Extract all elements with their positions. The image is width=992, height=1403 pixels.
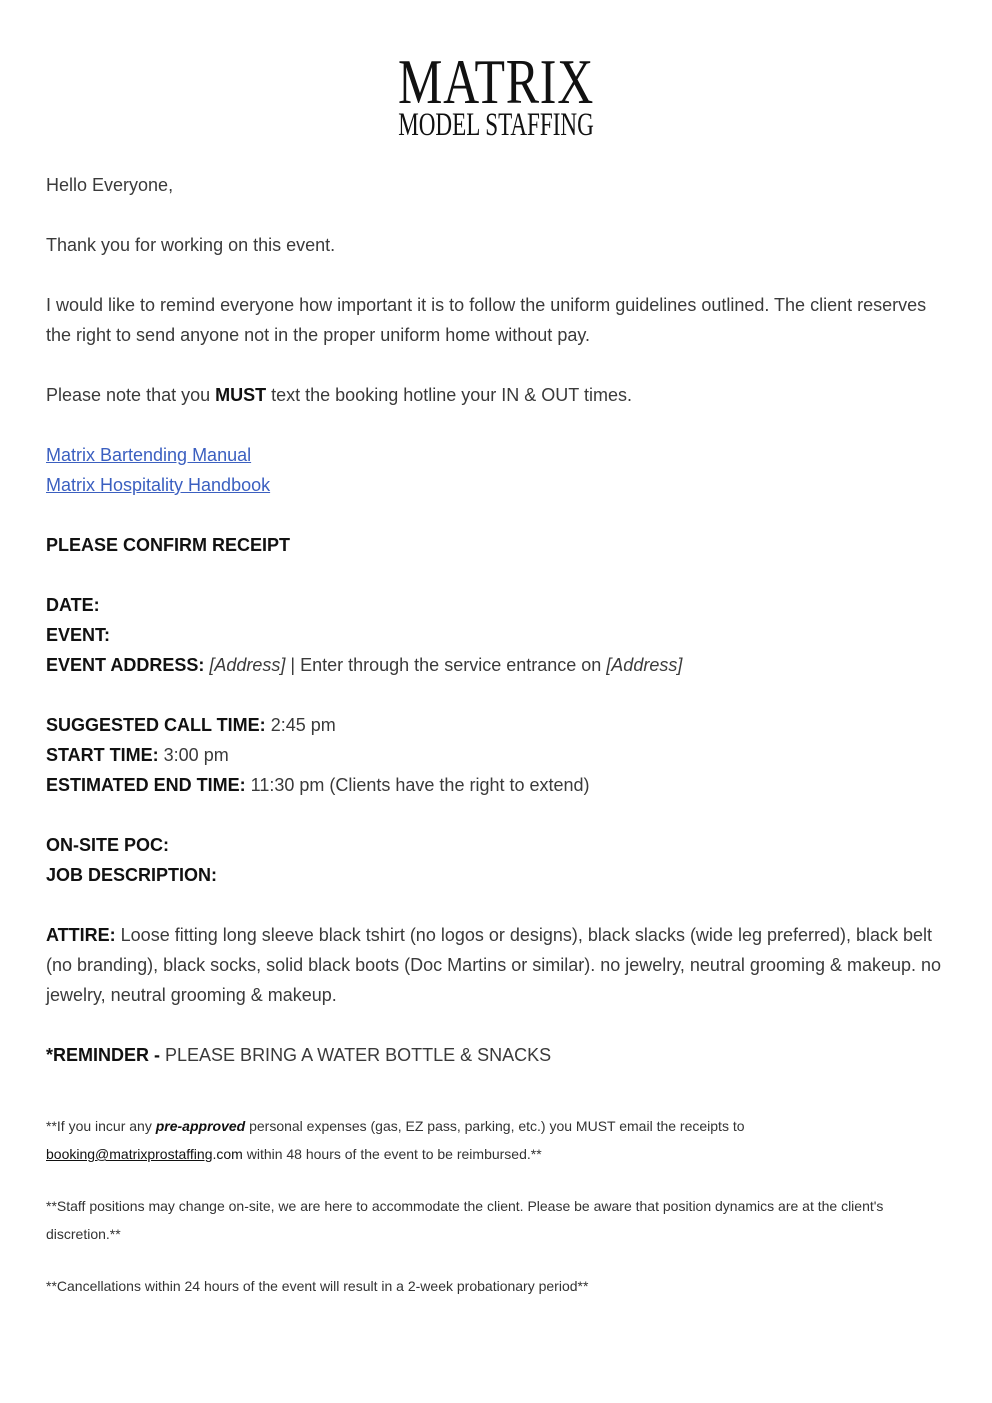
uniform-reminder: I would like to remind everyone how important it is to follow the uniform guidelines outlined. The client reserves the right to send anyone not in the proper uniform home without pay. [46, 295, 927, 345]
hospitality-handbook-link[interactable]: Matrix Hospitality Handbook [46, 475, 271, 495]
email-body [46, 170, 946, 1300]
event-address-line [46, 650, 946, 680]
on-site-poc-label: ON-SITE POC: [46, 835, 170, 855]
greeting: Hello Everyone, [46, 175, 174, 195]
service-entrance-address: [Address] [606, 655, 683, 675]
expenses-before: **If you incur any [46, 1118, 156, 1134]
event-label: EVENT: [46, 625, 111, 645]
end-time-label: ESTIMATED END TIME: [46, 775, 246, 795]
call-time-label: SUGGESTED CALL TIME: [46, 715, 266, 735]
event-address-value: [Address] [209, 655, 286, 675]
date-label: DATE: [46, 595, 100, 615]
hotline-note-before: Please note that you [46, 385, 216, 405]
water-reminder [46, 1040, 946, 1070]
water-reminder-text: PLEASE BRING A WATER BOTTLE & SNACKS [165, 1045, 552, 1065]
hotline-note-after: text the booking hotline your IN & OUT times. [266, 385, 632, 405]
logo-wordmark-bottom: MODEL STAFFING [398, 107, 594, 143]
event-address-mid: | Enter through the service entrance on [285, 655, 607, 675]
water-reminder-label: *REMINDER - [46, 1045, 166, 1065]
positions-footnote: **Staff positions may change on-site, we are here to accommodate the client. Please be aware that position dynamics are at the client's discretion.** [46, 1198, 884, 1242]
call-time-line [46, 710, 946, 740]
call-time-value: 2:45 pm [265, 715, 336, 735]
attire-text: Loose fitting long sleeve black tshirt (no logos or designs), black slacks (wide leg preferred), black belt (no branding), black socks, solid black boots (Doc Martins or similar). no jewelry, neutral grooming & makeup. no jewelry, neutral grooming & makeup. [46, 925, 942, 1005]
expenses-emphasis: pre-approved [155, 1118, 246, 1134]
booking-email-link[interactable]: booking@matrixprostaffing [46, 1146, 213, 1162]
event-address-label: EVENT ADDRESS: [46, 655, 205, 675]
start-time-label: START TIME: [46, 745, 159, 765]
expenses-after: personal expenses (gas, EZ pass, parking, etc.) you MUST email the receipts to [245, 1118, 745, 1134]
logo-wordmark-top: MATRIX [397, 46, 595, 117]
thanks-line: Thank you for working on this event. [46, 235, 336, 255]
confirm-receipt-heading: PLEASE CONFIRM RECEIPT [46, 535, 291, 555]
matrix-logo [0, 46, 992, 143]
job-description-label: JOB DESCRIPTION: [46, 865, 218, 885]
attire-paragraph [46, 920, 946, 1010]
booking-email-domain: .com [212, 1146, 243, 1162]
end-time-line [46, 770, 946, 800]
start-time-line [46, 740, 946, 770]
end-time-value: 11:30 pm (Clients have the right to extend) [245, 775, 590, 795]
attire-label: ATTIRE: [46, 925, 116, 945]
hotline-note-must: MUST [215, 385, 267, 405]
bartending-manual-link[interactable]: Matrix Bartending Manual [46, 445, 252, 465]
start-time-value: 3:00 pm [158, 745, 229, 765]
hotline-note [46, 380, 946, 410]
expenses-footnote [46, 1112, 946, 1168]
cancellations-footnote: **Cancellations within 24 hours of the event will result in a 2-week probationary period** [46, 1278, 589, 1294]
expenses-tail: within 48 hours of the event to be reimbursed.** [242, 1146, 542, 1162]
